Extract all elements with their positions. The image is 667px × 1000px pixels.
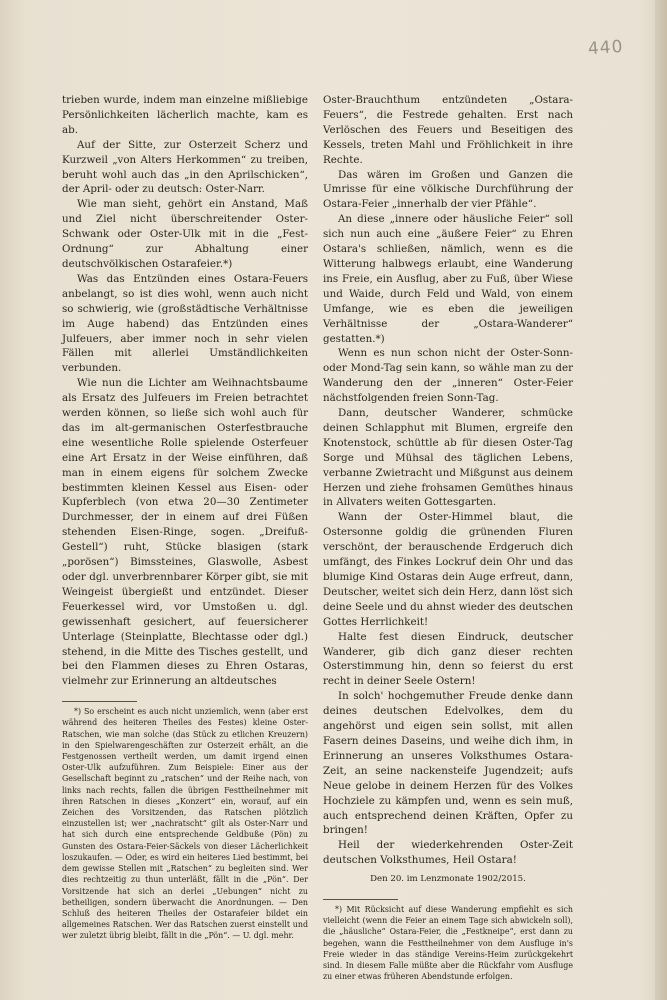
paragraph: An diese „innere oder häusliche Feier“ soll sich nun auch eine „äußere Feier“ zu Ehren Ostara's schließen, nämlich, wenn es die Witterung halbwegs erlaubt, eine Wanderung ins Freie, ein Ausflug, aber zu Fuß, über Wiese und Waide, durch Feld und Wald, von einem Umfange, wie es eben die jeweiligen Verhältnisse der „Ostara-Wanderer“ gestatten.*) [323,213,573,345]
paragraph: Halte fest diesen Eindruck, deutscher Wanderer, gib dich ganz dieser rechten Osterstimmung hin, denn so feierst du erst recht in deiner Seele Ostern! [323,630,573,688]
footnote-rule [62,701,137,702]
footnote-block [323,899,573,982]
left-column [62,93,308,942]
paragraph: trieben wurde, indem man einzelne mißliebige Persönlichkeiten lächerlich machte, kam es ab. [62,94,308,136]
footnote: *) So erscheint es auch nicht unziemlich, wenn (aber erst während des heiteren Theiles des Festes) kleine Oster-Ratschen, wie man solche (das Stück zu etlichen Kreuzern) in den Spielwarengeschäften zur Osterzeit erhält, an die Festgenossen vertheilt werden, um damit irgend einen Oster-Ulk aufzuführen. Zum Beispiele: Einer aus der Gesellschaft beginnt zu „ratschen“ und der Reihe nach, von links nach rechts, fallen die übrigen Festtheilnehmer mit ihren Ratschen in dieses „Konzert“ ein, worauf, auf ein Zeichen des Vorsitzenden, das Ratschen plötzlich einzustellen ist; wer „nachratscht“ gilt als Oster-Narr und hat sich durch eine entsprechende Geldbuße (Pön) zu Gunsten des Ostara-Feier-Säckels von dieser Lächerlichkeit loszukaufen. — Oder, es wird ein heiteres Lied bestimmt, bei dem gewisse Stellen mit „Ratschen“ zu begleiten sind. Wer dies rechtzeitig zu thun unterläßt, fällt in die „Pön“. Der Vorsitzende hat sich an derlei „Uebungen“ nicht zu betheiligen, sondern überwacht die Anordnungen. — Den Schluß des heiteren Theiles der Ostarafeier bildet ein allgemeines Ratschen. Wer das Ratschen zuerst einstellt und wer zuletzt übrig bleibt, fällt in die „Pön“. — U. dgl. mehr. [62,707,308,941]
paragraph: Wann der Oster-Himmel blaut, die Ostersonne goldig die grünenden Fluren verschönt, der berauschende Erdgeruch dich umfängt, des Finkes Lockruf dein Ohr und das blumige Kind Ostaras dein Auge erfreut, dann, Deutscher, weitet sich dein Herz, dann löst sich deine Seele und du ahnst wieder des deutschen Gottes Herrlichkeit! [323,511,573,628]
right-column [323,93,573,982]
paragraph: Oster-Brauchthum entzündeten „Ostara-Feuers“, die Festrede gehalten. Erst nach Verlöschen des Feuers und Beseitigen des Kessels, treten Mahl und Fröhlichkeit in ihre Rechte. [323,94,573,166]
footnote-rule [323,899,398,900]
paragraph: Das wären im Großen und Ganzen die Umrisse für eine völkische Durchführung der Ostara-Feier „innerhalb der vier Pfähle“. [323,168,573,211]
footnote: *) Mit Rücksicht auf diese Wanderung empfiehlt es sich vielleicht (wenn die Feier an einem Tage sich abwickeln soll), die „häusliche“ Ostara-Feier, die „Festkneipe“, erst dann zu begehen, wann die Festtheilnehmer von dem Ausfluge in's Freie wieder in das ständige Vereins-Heim zurückgekehrt sind. In diesem Falle müßte aber die Rückfahr vom Ausfluge zu einer etwas früheren Abendstunde erfolgen. [323,905,573,982]
paragraph: Wenn es nun schon nicht der Oster-Sonn- oder Mond-Tag sein kann, so wähle man zu der Wanderung den der „inneren“ Oster-Feier nächstfolgenden freien Sonn-Tag. [323,347,573,405]
paragraph: Wie nun die Lichter am Weihnachtsbaume als Ersatz des Julfeuers im Freien betrachtet werden können, so ließe sich wohl auch für das im alt-germanischen Osterfestbrauche eine wesentliche Rolle spielende Osterfeuer eine Art Ersatz in der Weise einführen, daß man in einem eigens für solchem Zwecke bestimmten kleinen Kessel aus Eisen- oder Kupferblech (von etwa 20—30 Zentimeter Durchmesser, der in einem auf drei Füßen stehenden Eisen-Ringe, sogen. „Dreifuß-Gestell“) ruht, Stücke blasigen (stark „porösen“) Bimssteines, Glaswolle, Asbest oder dgl. unverbrennbarer Körper gibt, sie mit Weingeist übergießt und entzündet. Dieser Feuerkessel wird, vor Umstoßen u. dgl. gewissenhaft gesichert, auf feuersicherer Unterlage (Steinplatte, Blechtasse oder dgl.) stehend, in die Mitte des Tisches gestellt, und bei den Flammen dieses zu Ehren Ostaras, vielmehr zur Erinnerung an altdeutsches [62,377,308,688]
paragraph: Was das Entzünden eines Ostara-Feuers anbelangt, so ist dies wohl, wenn auch nicht so schwierig, wie (großstädtische Verhältnisse im Auge habend) das Entzünden eines Julfeuers, aber immer noch in sehr vielen Fällen mit allerlei Umständlichkeiten verbunden. [62,272,308,375]
dateline: Den 20. im Lenzmonate 1902/2015. [370,874,526,885]
paragraph: Auf der Sitte, zur Osterzeit Scherz und Kurzweil „von Alters Herkommen“ zu treiben, beruht wohl auch das „in den Aprilschicken“, der April- oder zu deutsch: Oster-Narr. [62,138,308,196]
handwritten-page-number: 440 [587,36,625,60]
paragraph: Wie man sieht, gehört ein Anstand, Maß und Ziel nicht überschreitender Oster-Schwank oder Oster-Ulk mit in die „Fest-Ordnung“ zur Abhaltung einer deutschvölkischen Ostarafeier.*) [62,198,308,270]
footnote-block [62,701,308,941]
paragraph: In solch' hochgemuther Freude denke dann deines deutschen Edelvolkes, dem du angehörst und eigen sein sollst, mit allen Fasern deines Daseins, und weihe dich ihm, in Erinnerung an unseres Volksthumes Ostara-Zeit, an seine nackensteife Jugendzeit; aufs Neue gelobe in deinem Herzen für des Volkes Hochziele zu kämpfen und, wenn es sein muß, auch entsprechend deinen Kräften, Opfer zu bringen! [323,690,573,837]
page-edge-shadow [655,0,667,1000]
paragraph: Heil der wiederkehrenden Oster-Zeit deutschen Volksthumes, Heil Ostara! [323,839,573,867]
paragraph: Dann, deutscher Wanderer, schmücke deinen Schlapphut mit Blumen, ergreife den Knotenstock, schüttle ab für diesen Oster-Tag Sorge und Mühsal des täglichen Lebens, verbanne Zwietracht und Mißgunst aus deinem Herzen und ziehe frohsamen Gemüthes hinaus in Allvaters weiten Gottesgarten. [323,407,573,509]
